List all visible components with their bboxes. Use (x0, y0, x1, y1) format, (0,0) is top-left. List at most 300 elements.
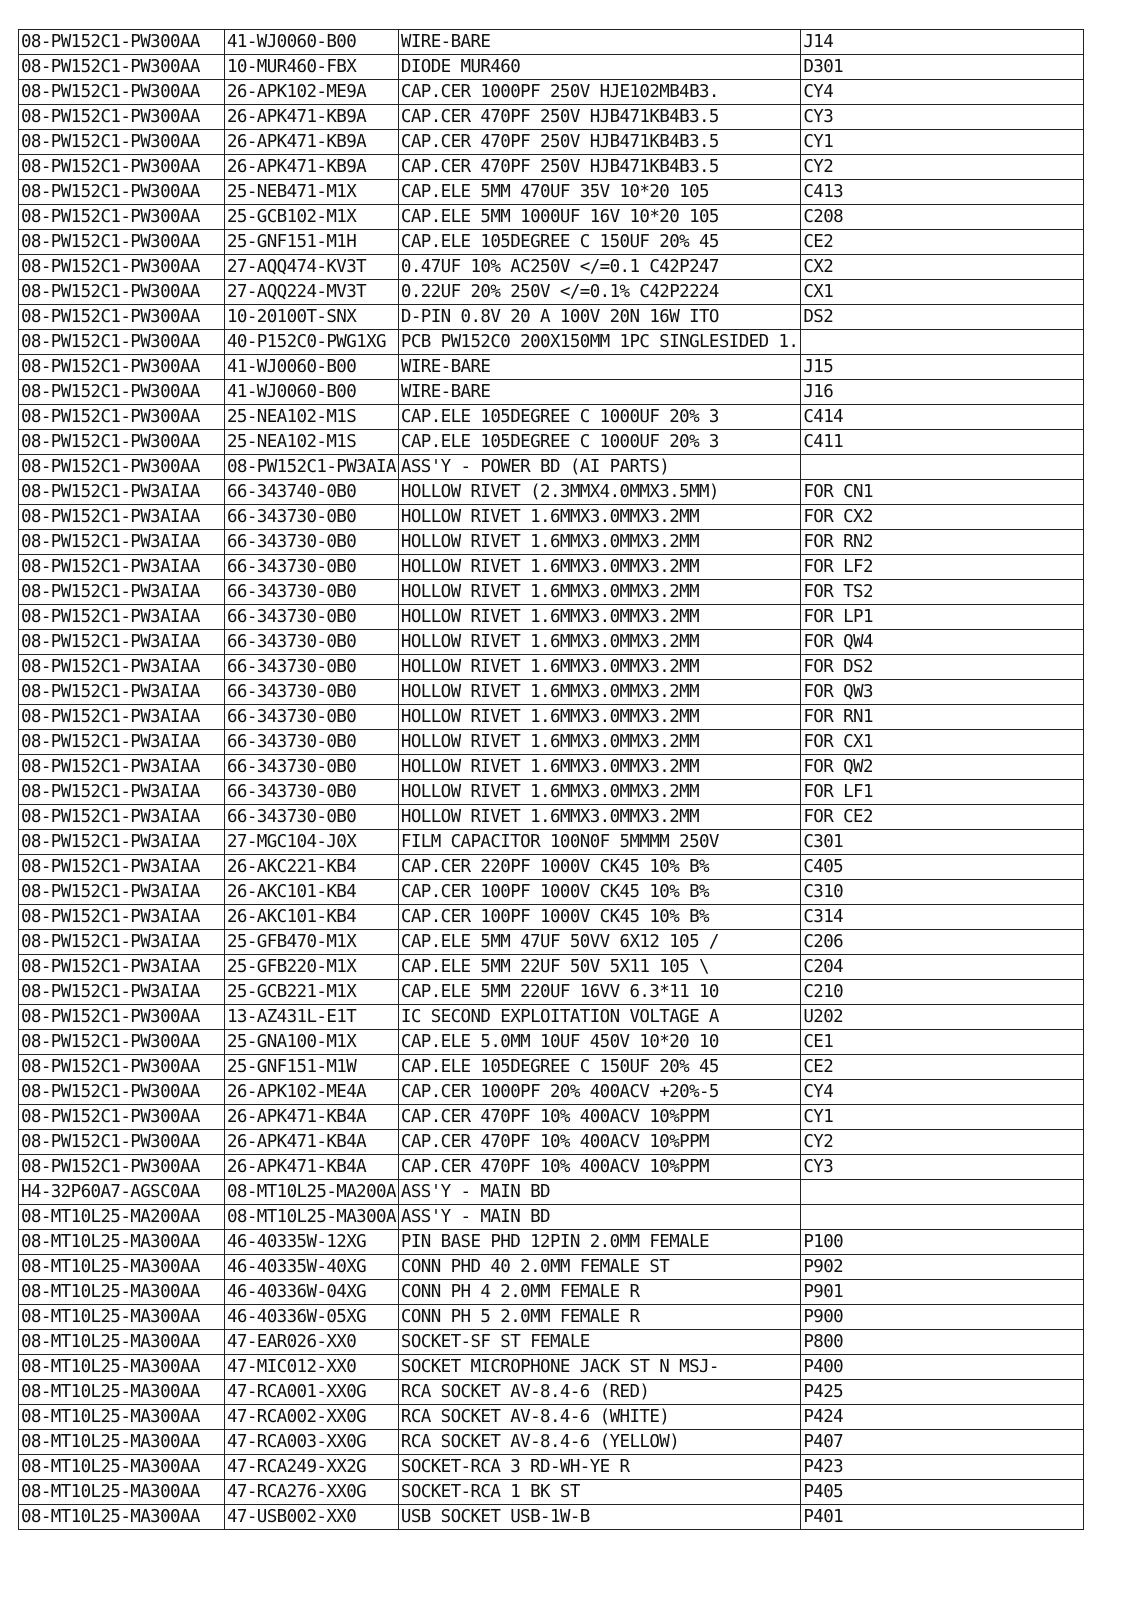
location-cell: CX2 (801, 255, 1084, 280)
parent-part-cell: 08-PW152C1-PW300AA (19, 430, 225, 455)
parent-part-cell: 08-PW152C1-PW300AA (19, 155, 225, 180)
table-row (19, 905, 1084, 930)
description-cell: RCA SOCKET AV-8.4-6 (RED) (398, 1380, 800, 1405)
component-part-cell: 08-MT10L25-MA300A (225, 1205, 399, 1230)
location-cell: P405 (801, 1480, 1084, 1505)
component-part-cell: 66-343730-0B0 (225, 605, 399, 630)
description-cell: SOCKET-RCA 3 RD-WH-YE R (398, 1455, 800, 1480)
component-part-cell: 25-GCB102-M1X (225, 205, 399, 230)
location-cell: DS2 (801, 305, 1084, 330)
table-row (19, 330, 1084, 355)
location-cell: P424 (801, 1405, 1084, 1430)
description-cell: CAP.CER 470PF 250V HJB471KB4B3.5 (398, 155, 800, 180)
table-row (19, 30, 1084, 55)
component-part-cell: 46-40335W-40XG (225, 1255, 399, 1280)
parent-part-cell: 08-PW152C1-PW3AIAA (19, 880, 225, 905)
parent-part-cell: 08-PW152C1-PW3AIAA (19, 855, 225, 880)
table-row (19, 1105, 1084, 1130)
location-cell: P401 (801, 1505, 1084, 1530)
table-row (19, 730, 1084, 755)
table-row (19, 1055, 1084, 1080)
table-row (19, 1030, 1084, 1055)
description-cell: CAP.CER 470PF 10% 400ACV 10%PPM (398, 1130, 800, 1155)
location-cell: C411 (801, 430, 1084, 455)
parent-part-cell: 08-PW152C1-PW300AA (19, 380, 225, 405)
component-part-cell: 26-AKC221-KB4 (225, 855, 399, 880)
parent-part-cell: 08-PW152C1-PW3AIAA (19, 780, 225, 805)
description-cell: HOLLOW RIVET 1.6MMX3.0MMX3.2MM (398, 730, 800, 755)
component-part-cell: 66-343730-0B0 (225, 730, 399, 755)
component-part-cell: 26-AKC101-KB4 (225, 880, 399, 905)
parent-part-cell: 08-PW152C1-PW300AA (19, 1130, 225, 1155)
description-cell: PCB PW152C0 200X150MM 1PC SINGLESIDED 1. (398, 330, 800, 355)
description-cell: CAP.CER 470PF 250V HJB471KB4B3.5 (398, 105, 800, 130)
location-cell: FOR LP1 (801, 605, 1084, 630)
table-row (19, 355, 1084, 380)
location-cell: D301 (801, 55, 1084, 80)
parent-part-cell: H4-32P60A7-AGSC0AA (19, 1180, 225, 1205)
parent-part-cell: 08-PW152C1-PW300AA (19, 280, 225, 305)
description-cell: WIRE-BARE (398, 380, 800, 405)
parent-part-cell: 08-MT10L25-MA300AA (19, 1405, 225, 1430)
table-row (19, 1330, 1084, 1355)
component-part-cell: 25-GNF151-M1H (225, 230, 399, 255)
location-cell (801, 330, 1084, 355)
parent-part-cell: 08-PW152C1-PW300AA (19, 405, 225, 430)
location-cell: FOR QW4 (801, 630, 1084, 655)
table-row (19, 505, 1084, 530)
parent-part-cell: 08-PW152C1-PW300AA (19, 230, 225, 255)
table-row (19, 1080, 1084, 1105)
description-cell: SOCKET-RCA 1 BK ST (398, 1480, 800, 1505)
table-row (19, 1405, 1084, 1430)
component-part-cell: 25-GNF151-M1W (225, 1055, 399, 1080)
component-part-cell: 47-RCA249-XX2G (225, 1455, 399, 1480)
location-cell: C414 (801, 405, 1084, 430)
location-cell: FOR RN2 (801, 530, 1084, 555)
bom-table (18, 29, 1084, 1530)
table-row (19, 630, 1084, 655)
parent-part-cell: 08-PW152C1-PW3AIAA (19, 680, 225, 705)
description-cell: CAP.ELE 5MM 220UF 16VV 6.3*11 10 (398, 980, 800, 1005)
location-cell: FOR TS2 (801, 580, 1084, 605)
parent-part-cell: 08-PW152C1-PW3AIAA (19, 630, 225, 655)
table-row (19, 1455, 1084, 1480)
location-cell: CY1 (801, 1105, 1084, 1130)
parent-part-cell: 08-MT10L25-MA300AA (19, 1355, 225, 1380)
component-part-cell: 66-343730-0B0 (225, 505, 399, 530)
table-row (19, 80, 1084, 105)
location-cell: CX1 (801, 280, 1084, 305)
parent-part-cell: 08-MT10L25-MA300AA (19, 1430, 225, 1455)
component-part-cell: 46-40336W-04XG (225, 1280, 399, 1305)
location-cell: FOR CX1 (801, 730, 1084, 755)
table-row (19, 755, 1084, 780)
table-row (19, 455, 1084, 480)
component-part-cell: 46-40335W-12XG (225, 1230, 399, 1255)
component-part-cell: 26-AKC101-KB4 (225, 905, 399, 930)
description-cell: CAP.CER 470PF 10% 400ACV 10%PPM (398, 1155, 800, 1180)
component-part-cell: 47-RCA276-XX0G (225, 1480, 399, 1505)
table-row (19, 280, 1084, 305)
location-cell: CE2 (801, 1055, 1084, 1080)
parent-part-cell: 08-MT10L25-MA300AA (19, 1330, 225, 1355)
description-cell: HOLLOW RIVET 1.6MMX3.0MMX3.2MM (398, 605, 800, 630)
location-cell: FOR CX2 (801, 505, 1084, 530)
location-cell: P900 (801, 1305, 1084, 1330)
description-cell: CAP.CER 470PF 10% 400ACV 10%PPM (398, 1105, 800, 1130)
component-part-cell: 47-USB002-XX0 (225, 1505, 399, 1530)
table-row (19, 1205, 1084, 1230)
parent-part-cell: 08-PW152C1-PW300AA (19, 130, 225, 155)
component-part-cell: 26-APK471-KB4A (225, 1130, 399, 1155)
parent-part-cell: 08-PW152C1-PW3AIAA (19, 555, 225, 580)
component-part-cell: 26-APK471-KB9A (225, 155, 399, 180)
parent-part-cell: 08-MT10L25-MA300AA (19, 1505, 225, 1530)
component-part-cell: 25-GFB220-M1X (225, 955, 399, 980)
description-cell: CAP.ELE 105DEGREE C 1000UF 20% 3 (398, 405, 800, 430)
location-cell: C206 (801, 930, 1084, 955)
component-part-cell: 66-343730-0B0 (225, 780, 399, 805)
location-cell: J15 (801, 355, 1084, 380)
table-row (19, 805, 1084, 830)
parent-part-cell: 08-PW152C1-PW3AIAA (19, 755, 225, 780)
table-row (19, 955, 1084, 980)
description-cell: RCA SOCKET AV-8.4-6 (YELLOW) (398, 1430, 800, 1455)
parent-part-cell: 08-PW152C1-PW3AIAA (19, 805, 225, 830)
component-part-cell: 46-40336W-05XG (225, 1305, 399, 1330)
parent-part-cell: 08-PW152C1-PW300AA (19, 1030, 225, 1055)
table-row (19, 580, 1084, 605)
component-part-cell: 25-NEA102-M1S (225, 430, 399, 455)
location-cell: C405 (801, 855, 1084, 880)
parent-part-cell: 08-PW152C1-PW300AA (19, 1155, 225, 1180)
location-cell: CY3 (801, 1155, 1084, 1180)
location-cell: C208 (801, 205, 1084, 230)
component-part-cell: 66-343730-0B0 (225, 755, 399, 780)
table-row (19, 1230, 1084, 1255)
table-row (19, 855, 1084, 880)
description-cell: CAP.ELE 105DEGREE C 1000UF 20% 3 (398, 430, 800, 455)
description-cell: CAP.ELE 105DEGREE C 150UF 20% 45 (398, 1055, 800, 1080)
location-cell: P407 (801, 1430, 1084, 1455)
component-part-cell: 26-APK102-ME9A (225, 80, 399, 105)
description-cell: CAP.CER 1000PF 250V HJE102MB4B3. (398, 80, 800, 105)
table-row (19, 430, 1084, 455)
location-cell: CE1 (801, 1030, 1084, 1055)
description-cell: 0.22UF 20% 250V </=0.1% C42P2224 (398, 280, 800, 305)
location-cell: C413 (801, 180, 1084, 205)
description-cell: HOLLOW RIVET 1.6MMX3.0MMX3.2MM (398, 780, 800, 805)
component-part-cell: 41-WJ0060-B00 (225, 355, 399, 380)
table-row (19, 555, 1084, 580)
component-part-cell: 66-343730-0B0 (225, 680, 399, 705)
location-cell: CY4 (801, 80, 1084, 105)
parent-part-cell: 08-PW152C1-PW300AA (19, 30, 225, 55)
location-cell: P800 (801, 1330, 1084, 1355)
parent-part-cell: 08-MT10L25-MA300AA (19, 1230, 225, 1255)
parent-part-cell: 08-MT10L25-MA300AA (19, 1455, 225, 1480)
table-row (19, 1305, 1084, 1330)
description-cell: HOLLOW RIVET 1.6MMX3.0MMX3.2MM (398, 555, 800, 580)
table-row (19, 705, 1084, 730)
description-cell: CAP.ELE 105DEGREE C 150UF 20% 45 (398, 230, 800, 255)
description-cell: PIN BASE PHD 12PIN 2.0MM FEMALE (398, 1230, 800, 1255)
table-row (19, 230, 1084, 255)
location-cell: CY2 (801, 155, 1084, 180)
location-cell: FOR QW3 (801, 680, 1084, 705)
parent-part-cell: 08-PW152C1-PW3AIAA (19, 955, 225, 980)
description-cell: CONN PH 4 2.0MM FEMALE R (398, 1280, 800, 1305)
location-cell: J14 (801, 30, 1084, 55)
table-row (19, 1355, 1084, 1380)
description-cell: HOLLOW RIVET (2.3MMX4.0MMX3.5MM) (398, 480, 800, 505)
table-row (19, 1280, 1084, 1305)
description-cell: HOLLOW RIVET 1.6MMX3.0MMX3.2MM (398, 755, 800, 780)
component-part-cell: 08-PW152C1-PW3AIA (225, 455, 399, 480)
parent-part-cell: 08-PW152C1-PW300AA (19, 355, 225, 380)
table-row (19, 880, 1084, 905)
parent-part-cell: 08-PW152C1-PW300AA (19, 1080, 225, 1105)
table-row (19, 655, 1084, 680)
parent-part-cell: 08-PW152C1-PW300AA (19, 1005, 225, 1030)
table-row (19, 1130, 1084, 1155)
component-part-cell: 66-343730-0B0 (225, 555, 399, 580)
parent-part-cell: 08-PW152C1-PW300AA (19, 105, 225, 130)
location-cell (801, 455, 1084, 480)
component-part-cell: 25-GNA100-M1X (225, 1030, 399, 1055)
location-cell: J16 (801, 380, 1084, 405)
location-cell: C310 (801, 880, 1084, 905)
component-part-cell: 10-MUR460-FBX (225, 55, 399, 80)
parent-part-cell: 08-MT10L25-MA300AA (19, 1380, 225, 1405)
table-row (19, 530, 1084, 555)
location-cell: P901 (801, 1280, 1084, 1305)
location-cell: FOR RN1 (801, 705, 1084, 730)
table-row (19, 305, 1084, 330)
location-cell (801, 1205, 1084, 1230)
component-part-cell: 66-343730-0B0 (225, 630, 399, 655)
parent-part-cell: 08-PW152C1-PW3AIAA (19, 605, 225, 630)
table-row (19, 480, 1084, 505)
description-cell: WIRE-BARE (398, 355, 800, 380)
component-part-cell: 26-APK471-KB4A (225, 1155, 399, 1180)
location-cell: P902 (801, 1255, 1084, 1280)
parent-part-cell: 08-PW152C1-PW3AIAA (19, 505, 225, 530)
parent-part-cell: 08-PW152C1-PW300AA (19, 55, 225, 80)
location-cell: FOR CN1 (801, 480, 1084, 505)
location-cell (801, 1180, 1084, 1205)
table-row (19, 605, 1084, 630)
parent-part-cell: 08-PW152C1-PW300AA (19, 330, 225, 355)
description-cell: CAP.CER 100PF 1000V CK45 10% B% (398, 905, 800, 930)
table-row (19, 1180, 1084, 1205)
component-part-cell: 10-20100T-SNX (225, 305, 399, 330)
table-row (19, 105, 1084, 130)
table-row (19, 980, 1084, 1005)
parent-part-cell: 08-PW152C1-PW300AA (19, 1055, 225, 1080)
description-cell: ASS'Y - MAIN BD (398, 1180, 800, 1205)
description-cell: CAP.ELE 5MM 1000UF 16V 10*20 105 (398, 205, 800, 230)
parent-part-cell: 08-PW152C1-PW3AIAA (19, 930, 225, 955)
component-part-cell: 25-GFB470-M1X (225, 930, 399, 955)
component-part-cell: 47-RCA001-XX0G (225, 1380, 399, 1405)
description-cell: CAP.CER 220PF 1000V CK45 10% B% (398, 855, 800, 880)
component-part-cell: 26-APK102-ME4A (225, 1080, 399, 1105)
location-cell: P400 (801, 1355, 1084, 1380)
parent-part-cell: 08-PW152C1-PW300AA (19, 180, 225, 205)
location-cell: C314 (801, 905, 1084, 930)
component-part-cell: 13-AZ431L-E1T (225, 1005, 399, 1030)
description-cell: IC SECOND EXPLOITATION VOLTAGE A (398, 1005, 800, 1030)
description-cell: HOLLOW RIVET 1.6MMX3.0MMX3.2MM (398, 705, 800, 730)
location-cell: FOR DS2 (801, 655, 1084, 680)
component-part-cell: 47-RCA003-XX0G (225, 1430, 399, 1455)
location-cell: U202 (801, 1005, 1084, 1030)
table-row (19, 180, 1084, 205)
component-part-cell: 47-EAR026-XX0 (225, 1330, 399, 1355)
bom-table-body (19, 30, 1084, 1530)
description-cell: CONN PH 5 2.0MM FEMALE R (398, 1305, 800, 1330)
description-cell: SOCKET-SF ST FEMALE (398, 1330, 800, 1355)
component-part-cell: 41-WJ0060-B00 (225, 380, 399, 405)
description-cell: 0.47UF 10% AC250V </=0.1 C42P247 (398, 255, 800, 280)
description-cell: DIODE MUR460 (398, 55, 800, 80)
component-part-cell: 27-AQQ474-KV3T (225, 255, 399, 280)
location-cell: CY2 (801, 1130, 1084, 1155)
description-cell: CAP.CER 1000PF 20% 400ACV +20%-5 (398, 1080, 800, 1105)
location-cell: C210 (801, 980, 1084, 1005)
description-cell: HOLLOW RIVET 1.6MMX3.0MMX3.2MM (398, 805, 800, 830)
parent-part-cell: 08-PW152C1-PW300AA (19, 80, 225, 105)
description-cell: HOLLOW RIVET 1.6MMX3.0MMX3.2MM (398, 505, 800, 530)
component-part-cell: 26-APK471-KB4A (225, 1105, 399, 1130)
location-cell: FOR CE2 (801, 805, 1084, 830)
description-cell: HOLLOW RIVET 1.6MMX3.0MMX3.2MM (398, 530, 800, 555)
parent-part-cell: 08-MT10L25-MA300AA (19, 1255, 225, 1280)
component-part-cell: 47-MIC012-XX0 (225, 1355, 399, 1380)
table-row (19, 1480, 1084, 1505)
parent-part-cell: 08-PW152C1-PW300AA (19, 455, 225, 480)
table-row (19, 1505, 1084, 1530)
parent-part-cell: 08-PW152C1-PW300AA (19, 305, 225, 330)
parent-part-cell: 08-PW152C1-PW3AIAA (19, 830, 225, 855)
description-cell: HOLLOW RIVET 1.6MMX3.0MMX3.2MM (398, 655, 800, 680)
description-cell: CONN PHD 40 2.0MM FEMALE ST (398, 1255, 800, 1280)
location-cell: C301 (801, 830, 1084, 855)
component-part-cell: 66-343730-0B0 (225, 655, 399, 680)
location-cell: P100 (801, 1230, 1084, 1255)
table-row (19, 405, 1084, 430)
location-cell: CY3 (801, 105, 1084, 130)
table-row (19, 255, 1084, 280)
parent-part-cell: 08-PW152C1-PW3AIAA (19, 655, 225, 680)
component-part-cell: 25-NEB471-M1X (225, 180, 399, 205)
table-row (19, 1430, 1084, 1455)
component-part-cell: 41-WJ0060-B00 (225, 30, 399, 55)
description-cell: CAP.CER 470PF 250V HJB471KB4B3.5 (398, 130, 800, 155)
description-cell: USB SOCKET USB-1W-B (398, 1505, 800, 1530)
description-cell: D-PIN 0.8V 20 A 100V 20N 16W ITO (398, 305, 800, 330)
description-cell: SOCKET MICROPHONE JACK ST N MSJ- (398, 1355, 800, 1380)
parent-part-cell: 08-MT10L25-MA300AA (19, 1305, 225, 1330)
location-cell: FOR LF2 (801, 555, 1084, 580)
table-row (19, 155, 1084, 180)
parent-part-cell: 08-PW152C1-PW3AIAA (19, 530, 225, 555)
table-row (19, 1005, 1084, 1030)
table-row (19, 930, 1084, 955)
description-cell: CAP.ELE 5MM 22UF 50V 5X11 105 \ (398, 955, 800, 980)
component-part-cell: 27-MGC104-J0X (225, 830, 399, 855)
parent-part-cell: 08-PW152C1-PW300AA (19, 1105, 225, 1130)
component-part-cell: 26-APK471-KB9A (225, 130, 399, 155)
description-cell: HOLLOW RIVET 1.6MMX3.0MMX3.2MM (398, 580, 800, 605)
table-row (19, 380, 1084, 405)
description-cell: RCA SOCKET AV-8.4-6 (WHITE) (398, 1405, 800, 1430)
parent-part-cell: 08-MT10L25-MA300AA (19, 1280, 225, 1305)
table-row (19, 1155, 1084, 1180)
parent-part-cell: 08-PW152C1-PW3AIAA (19, 980, 225, 1005)
location-cell: CE2 (801, 230, 1084, 255)
component-part-cell: 66-343740-0B0 (225, 480, 399, 505)
description-cell: ASS'Y - MAIN BD (398, 1205, 800, 1230)
table-row (19, 55, 1084, 80)
table-row (19, 680, 1084, 705)
table-row (19, 205, 1084, 230)
table-row (19, 130, 1084, 155)
description-cell: FILM CAPACITOR 100N0F 5MMMM 250V (398, 830, 800, 855)
description-cell: CAP.ELE 5.0MM 10UF 450V 10*20 10 (398, 1030, 800, 1055)
table-row (19, 830, 1084, 855)
parent-part-cell: 08-PW152C1-PW3AIAA (19, 480, 225, 505)
description-cell: WIRE-BARE (398, 30, 800, 55)
location-cell: P423 (801, 1455, 1084, 1480)
parent-part-cell: 08-PW152C1-PW300AA (19, 205, 225, 230)
component-part-cell: 26-APK471-KB9A (225, 105, 399, 130)
component-part-cell: 66-343730-0B0 (225, 805, 399, 830)
parent-part-cell: 08-PW152C1-PW3AIAA (19, 580, 225, 605)
component-part-cell: 66-343730-0B0 (225, 530, 399, 555)
description-cell: CAP.ELE 5MM 470UF 35V 10*20 105 (398, 180, 800, 205)
location-cell: FOR QW2 (801, 755, 1084, 780)
parent-part-cell: 08-MT10L25-MA300AA (19, 1480, 225, 1505)
description-cell: ASS'Y - POWER BD (AI PARTS) (398, 455, 800, 480)
description-cell: CAP.ELE 5MM 47UF 50VV 6X12 105 / (398, 930, 800, 955)
parent-part-cell: 08-MT10L25-MA200AA (19, 1205, 225, 1230)
parent-part-cell: 08-PW152C1-PW3AIAA (19, 905, 225, 930)
component-part-cell: 66-343730-0B0 (225, 705, 399, 730)
component-part-cell: 27-AQQ224-MV3T (225, 280, 399, 305)
parent-part-cell: 08-PW152C1-PW3AIAA (19, 730, 225, 755)
table-row (19, 1380, 1084, 1405)
parent-part-cell: 08-PW152C1-PW300AA (19, 255, 225, 280)
table-row (19, 780, 1084, 805)
component-part-cell: 40-P152C0-PWG1XG (225, 330, 399, 355)
component-part-cell: 25-NEA102-M1S (225, 405, 399, 430)
location-cell: CY4 (801, 1080, 1084, 1105)
description-cell: HOLLOW RIVET 1.6MMX3.0MMX3.2MM (398, 680, 800, 705)
component-part-cell: 25-GCB221-M1X (225, 980, 399, 1005)
component-part-cell: 66-343730-0B0 (225, 580, 399, 605)
description-cell: HOLLOW RIVET 1.6MMX3.0MMX3.2MM (398, 630, 800, 655)
location-cell: P425 (801, 1380, 1084, 1405)
component-part-cell: 08-MT10L25-MA200A (225, 1180, 399, 1205)
table-row (19, 1255, 1084, 1280)
location-cell: CY1 (801, 130, 1084, 155)
location-cell: C204 (801, 955, 1084, 980)
description-cell: CAP.CER 100PF 1000V CK45 10% B% (398, 880, 800, 905)
location-cell: FOR LF1 (801, 780, 1084, 805)
